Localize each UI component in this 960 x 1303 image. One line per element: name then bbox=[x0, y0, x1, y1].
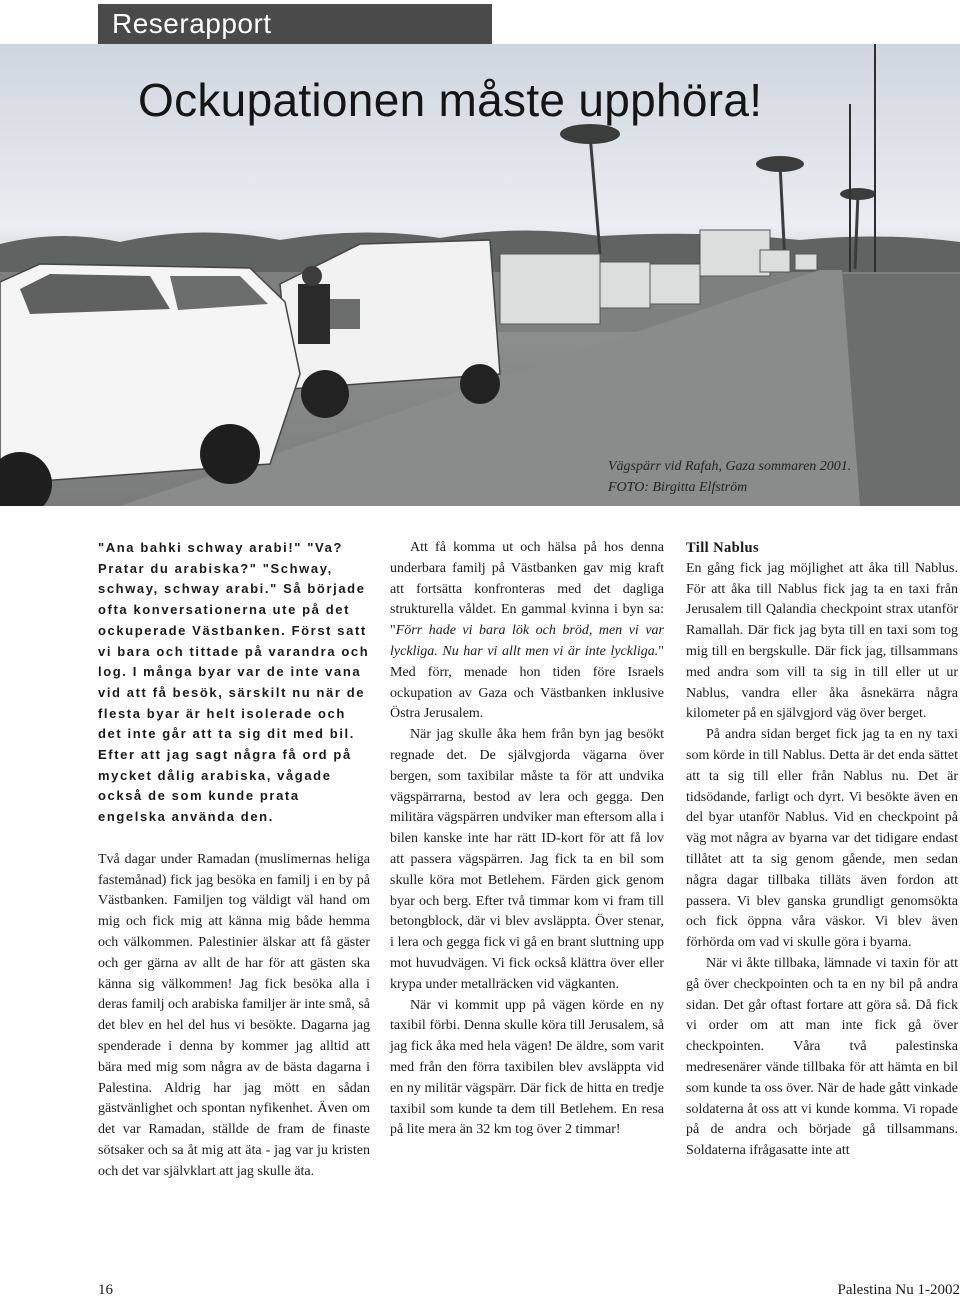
caption-line: Vägspärr vid Rafah, Gaza sommaren 2001. bbox=[608, 459, 852, 474]
body-text: Att få komma ut och hälsa på hos denna underbara familj på Västbanken gav mig kraft att fortsätta konfronteras med det dagliga strukturella våldet. En gammal kvinna i byn sa: " bbox=[390, 540, 664, 639]
body-paragraph: På andra sidan berget fick jag ta en ny taxi som körde in till Nablus. Detta är det enda sättet att ta sig till eller från Nablus nu. Det är tidsödande, farligt och dyrt. Vi besökte även en del byar utanför Nablus. Vid en checkpoint på väg mot några av byarna var det tidigare endast tillåtet att ta sig genom gående, men sedan några dagar tillbaka tilläts även fordon att passera. Vi blev ganska grundligt genomsökta och fick öppna våra väskor. Vi blev även förhörda om vad vi skulle göra i byarna. bbox=[686, 727, 958, 951]
body-paragraph: Två dagar under Ramadan (muslimernas heliga fastemånad) fick jag besöka en familj i en by på Västbanken. Familjen tog väldigt väl hand om mig och fick mig att känna mig både hemma och välkommen. Palestinier älskar att få gäster och ger gärna av allt de har för att gästen ska känna sig välkommen! Jag fick besöka alla i deras familj och arabiska familjer är inte små, så det blev en hel del hus vi besökte. Dagarna jag spenderade i denna by kommer jag alltid att bära med mig som några av de bästa dagarna i Palestina. Aldrig har jag mött en sådan gästvänlighet och spontan nyfikenhet. Även om det var Ramadan, ställde de fram de finaste sötsaker och sa åt mig att äta - jag var ju kristen och det var självklart att jag skulle äta. bbox=[98, 851, 370, 1179]
publication-name: Palestina Nu 1-2002 bbox=[837, 1282, 960, 1298]
body-text: " Med förr, menade hon tiden före Israels ockupation av Gaza och Västbanken inklusive Östra Jerusalem. bbox=[390, 643, 664, 722]
body-paragraph bbox=[390, 538, 664, 725]
subheading: Till Nablus bbox=[686, 540, 760, 556]
column-1 bbox=[98, 538, 370, 1183]
headline: Ockupationen måste upphöra! bbox=[138, 74, 763, 126]
quote-text: Förr hade vi bara lök och bröd, men vi var lyckliga. Nu har vi allt men vi är inte lyckliga. bbox=[390, 623, 664, 659]
body-paragraph: När vi åkte tillbaka, lämnade vi taxin för att gå över checkpointen och ta en ny bil på andra sidan. Det går oftast fortare att göra så. Då fick vi order om att man inte fick gå över checkpointen. Våra två palestinska medresenärer vände tillbaka för att hämta en bil som kunde ta oss över. När de hade gått vinkade soldaterna åt oss att vi kunde komma. Vi ropade på de andra och började gå tillsammans. Soldaterna ifrågasatte inte att bbox=[686, 955, 958, 1159]
caption-credit: FOTO: Birgitta Elfström bbox=[608, 480, 748, 495]
photo-caption bbox=[608, 456, 908, 498]
column-3 bbox=[686, 538, 958, 1162]
column-2 bbox=[390, 538, 664, 1141]
section-label: Reserapport bbox=[98, 4, 492, 44]
body-paragraph: En gång fick jag möjlighet att åka till Nablus. För att åka till Nablus fick jag ta en taxi från Jerusalem till Qalandia checkpoint strax utanför Ramallah. Där fick jag byta till en taxi som tog mig till en bergskulle. Där fick jag, tillsammans med andra som vill ta sig in till eller ut ur Nablus, vandra eller åka åsnekärra några kilometer på en självgjord väg över berget. bbox=[686, 560, 958, 722]
intro-paragraph: "Ana bahki schway arabi!" "Va? Pratar du arabiska?" "Schway, schway, schway arabi." Så började ofta konversationerna ute på det ockuperade Västbanken. Först satt vi bara och tittade på varandra och log. I många byar var de inte vana vid att få besök, särskilt nu när de flesta byar är helt isolerade och det inte går att ta sig dit med bil. Efter att jag sagt några få ord på mycket dålig arabiska, vågade också de som kunde prata engelska använda den. bbox=[98, 540, 370, 825]
body-paragraph: När jag skulle åka hem från byn jag besökt regnade det. De självgjorda vägarna över bergen, som taxibilar måste ta för att undvika vägspärrarna, bestod av lera och gegga. Den militära vägspärren undviker man eftersom alla i bilen kanske inte har rätt ID-kort för att få lov att passera vägspärren. Jag fick ta en bil som skulle köra mot Betlehem. Färden gick genom byar och berg. Efter två timmar kom vi fram till betongblock, där vi blev avsläppta. Över stenar, i lera och gegga fick vi gå en brant sluttning upp mot huvudvägen. Vi fick också klättra över eller krypa under metallräcken vid vägkanten. bbox=[390, 727, 664, 992]
page-number: 16 bbox=[98, 1282, 113, 1298]
body-paragraph: När vi kommit upp på vägen körde en ny taxibil förbi. Denna skulle köra till Jerusalem, så jag fick åka med hela vägen! De äldre, som varit med från den förra taxibilen blev avsläppta vid en ny militär vägspärr. Där fick de hitta en tredje taxibil som kunde ta dem till Betlehem. En resa på lite mera än 32 km tog över 2 timmar! bbox=[390, 997, 664, 1138]
